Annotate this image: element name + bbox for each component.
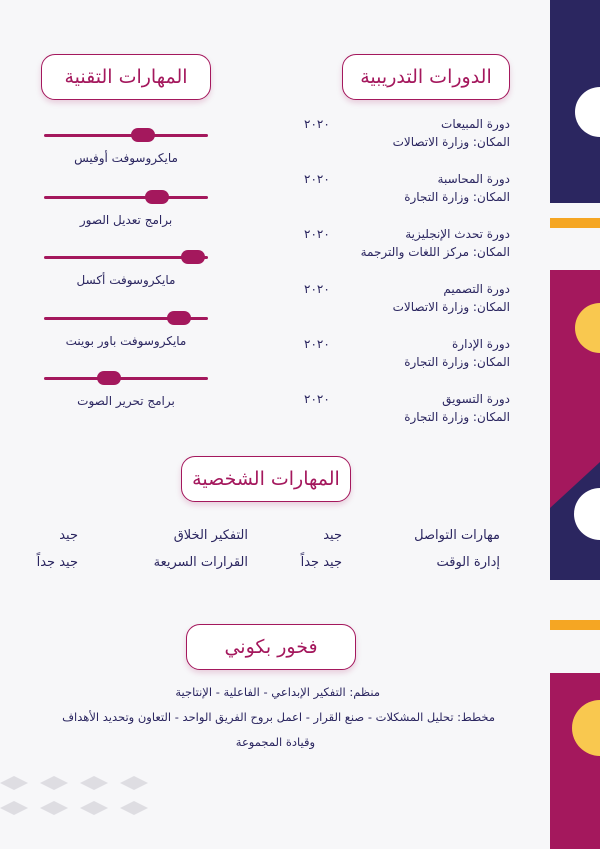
skill-slider bbox=[44, 185, 208, 229]
skill-track bbox=[44, 134, 208, 137]
course-year: ٢٠٢٠ bbox=[304, 172, 330, 186]
skill-track bbox=[44, 196, 208, 199]
course-year: ٢٠٢٠ bbox=[304, 392, 330, 406]
skill-label: مايكروسوفت باور بوينت bbox=[65, 334, 187, 348]
course-year: ٢٠٢٠ bbox=[304, 337, 330, 351]
personal-skill-name: إدارة الوقت bbox=[436, 555, 500, 570]
course-year: ٢٠٢٠ bbox=[304, 282, 330, 296]
course-name: دورة التصميم bbox=[443, 282, 510, 296]
skill-label: برامج تعديل الصور bbox=[79, 213, 173, 227]
skill-slider bbox=[44, 245, 208, 289]
course-place: المكان: وزارة الاتصالات bbox=[392, 300, 510, 314]
hobbies-heading: فخور بكوني bbox=[186, 624, 356, 670]
course-year: ٢٠٢٠ bbox=[304, 227, 330, 241]
personal-skills-heading: المهارات الشخصية bbox=[181, 456, 351, 502]
course-place: المكان: وزارة التجارة bbox=[404, 355, 510, 369]
course-item bbox=[300, 282, 510, 326]
skill-track bbox=[44, 377, 208, 380]
hobby-line: مخطط: تحليل المشكلات - صنع القرار - اعمل بروح الفريق الواحد - التعاون وتحديد الأهداف bbox=[62, 710, 495, 724]
course-item bbox=[300, 172, 510, 216]
course-name: دورة التسويق bbox=[442, 392, 510, 406]
skill-level-knob bbox=[181, 250, 205, 264]
personal-skill-name: التفكير الخلاق bbox=[173, 528, 248, 543]
course-item bbox=[300, 117, 510, 161]
tech-skills-heading: المهارات التقنية bbox=[41, 54, 211, 100]
course-item bbox=[300, 392, 510, 436]
decorative-diamonds bbox=[0, 772, 150, 822]
skill-slider bbox=[44, 366, 208, 410]
skill-level-knob bbox=[167, 311, 191, 325]
skill-label: مايكروسوفت أوفيس bbox=[74, 151, 178, 165]
courses-heading: الدورات التدريبية bbox=[342, 54, 510, 100]
skill-slider bbox=[44, 306, 208, 350]
course-item bbox=[300, 227, 510, 271]
skill-slider bbox=[44, 123, 208, 167]
course-item bbox=[300, 337, 510, 381]
skill-level-knob bbox=[97, 371, 121, 385]
course-name: دورة تحدث الإنجليزية bbox=[405, 227, 510, 241]
skill-label: مايكروسوفت أكسل bbox=[76, 273, 176, 287]
decorative-side-strip bbox=[550, 0, 600, 849]
personal-skill-name: القرارات السريعة bbox=[153, 555, 248, 570]
course-place: المكان: وزارة التجارة bbox=[404, 190, 510, 204]
course-place: المكان: مركز اللغات والترجمة bbox=[360, 245, 510, 259]
course-place: المكان: وزارة الاتصالات bbox=[392, 135, 510, 149]
course-name: دورة الإدارة bbox=[452, 337, 510, 351]
personal-skill-value: جيد جداً bbox=[300, 555, 342, 570]
course-place: المكان: وزارة التجارة bbox=[404, 410, 510, 424]
personal-skill-value: جيد bbox=[59, 528, 78, 543]
hobby-line: وقيادة المجموعة bbox=[235, 735, 315, 749]
personal-skill-value: جيد bbox=[323, 528, 342, 543]
course-name: دورة المبيعات bbox=[441, 117, 510, 131]
course-year: ٢٠٢٠ bbox=[304, 117, 330, 131]
skill-label: برامج تحرير الصوت bbox=[77, 394, 175, 408]
personal-skill-value: جيد جداً bbox=[36, 555, 78, 570]
skill-level-knob bbox=[131, 128, 155, 142]
hobby-line: منظم: التفكير الإبداعي - الفاعلية - الإنتاجية bbox=[175, 685, 380, 699]
personal-skill-name: مهارات التواصل bbox=[414, 528, 500, 543]
course-name: دورة المحاسبة bbox=[437, 172, 510, 186]
skill-level-knob bbox=[145, 190, 169, 204]
